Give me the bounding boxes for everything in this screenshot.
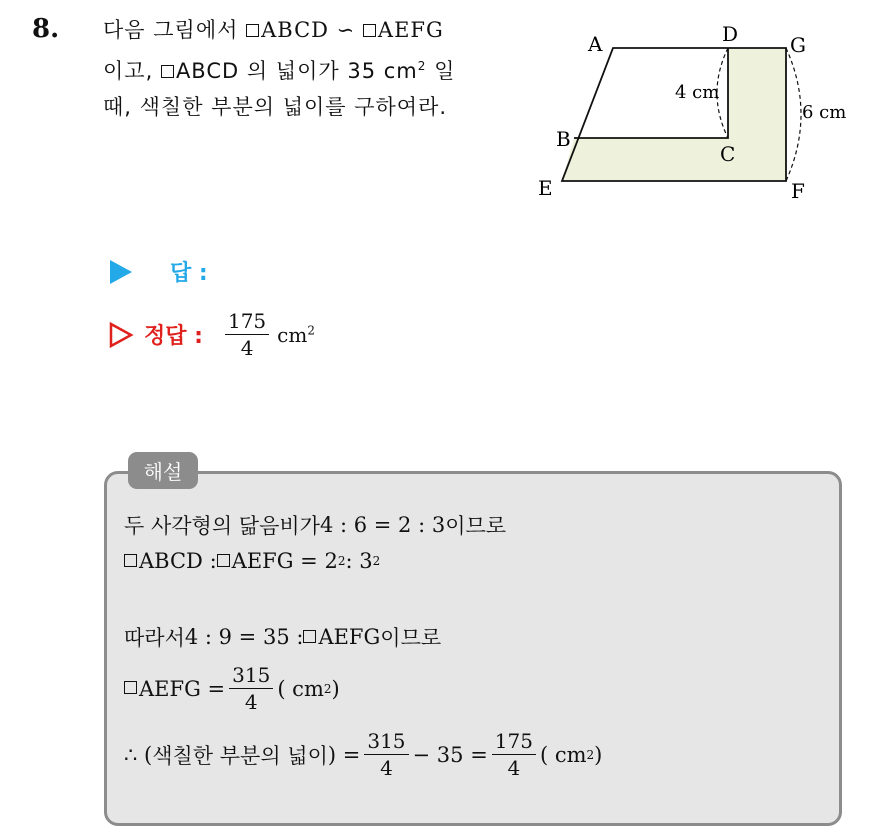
square-symbol-icon bbox=[303, 630, 316, 643]
abcd-similar: ABCD ∽ bbox=[261, 18, 363, 42]
answer-numerator: 175 bbox=[225, 310, 269, 335]
ratio-expression: 4 : 6 = 2 : 3 bbox=[319, 513, 446, 537]
area-unit-exponent: 2 bbox=[417, 59, 427, 73]
unit-exponent: 2 bbox=[586, 747, 595, 762]
area-statement: ABCD 의 넓이가 35 cm bbox=[175, 59, 418, 83]
dimension-6cm: 6 cm bbox=[802, 102, 847, 123]
correct-answer-label: 정답 : bbox=[144, 324, 203, 349]
vertex-b: B bbox=[556, 127, 571, 151]
shaded-region bbox=[562, 48, 786, 181]
answer-blank-row bbox=[108, 256, 208, 287]
square-symbol-icon bbox=[217, 554, 230, 567]
fraction-numerator: 315 bbox=[229, 664, 273, 689]
vertex-e: E bbox=[538, 176, 553, 200]
question-line-2-end: 일 bbox=[426, 59, 456, 83]
vertex-a: A bbox=[588, 32, 603, 56]
question-line-2 bbox=[103, 48, 523, 89]
question-line-1-text: 다음 그림에서 bbox=[103, 18, 247, 42]
aefg-label: AEFG bbox=[377, 18, 444, 42]
question-line-2-text: 이고, bbox=[103, 59, 161, 83]
equals-sign: ) = bbox=[327, 742, 361, 767]
therefore-symbol: ∴ ( bbox=[124, 742, 153, 767]
solution-line-4 bbox=[124, 664, 340, 713]
fraction-numerator: 315 bbox=[364, 730, 408, 755]
ratio-second: : 3 bbox=[345, 549, 373, 573]
unit-open: ( cm bbox=[277, 676, 324, 701]
dim-arc-6cm bbox=[786, 48, 801, 181]
question-text bbox=[103, 12, 523, 125]
vertex-d: D bbox=[722, 22, 739, 46]
vertex-f: F bbox=[791, 179, 805, 203]
solution-line-2 bbox=[124, 549, 380, 573]
solution-line-3 bbox=[124, 622, 441, 652]
aefg-area-fraction bbox=[229, 664, 273, 713]
square-symbol-icon bbox=[246, 24, 259, 37]
solution-line-3-text: 따라서 bbox=[124, 626, 185, 650]
correct-answer-row bbox=[108, 310, 315, 359]
unit-open: ( cm bbox=[539, 742, 587, 767]
unit-exponent: 2 bbox=[323, 681, 332, 696]
answer-unit-exponent: 2 bbox=[307, 322, 315, 337]
solution-line-1-text: 두 사각형의 닮음비가 bbox=[124, 514, 320, 538]
solution-line-1-end: 이므로 bbox=[445, 514, 507, 538]
question-line-1 bbox=[103, 12, 523, 48]
shaded-area-text: 색칠한 부분의 넓이 bbox=[152, 743, 328, 768]
square-symbol-icon bbox=[124, 554, 137, 567]
fraction-denominator: 4 bbox=[380, 756, 393, 780]
question-line-3: 때, 색칠한 부분의 넓이를 구하여라. bbox=[103, 95, 448, 119]
unit-close: ) bbox=[594, 742, 603, 767]
solution-tag: 해설 bbox=[128, 452, 198, 489]
unit-close: ) bbox=[331, 676, 340, 701]
fraction-175-over-4 bbox=[492, 730, 536, 779]
solution-line-5 bbox=[124, 730, 602, 779]
fraction-denominator: 4 bbox=[244, 690, 258, 714]
exponent-1: 2 bbox=[337, 554, 346, 568]
answer-unit bbox=[277, 323, 315, 347]
solution-line-3-end: 이므로 bbox=[380, 626, 442, 650]
vertex-g: G bbox=[790, 33, 806, 57]
exponent-2: 2 bbox=[372, 554, 381, 568]
square-symbol-icon bbox=[363, 24, 376, 37]
fraction-numerator: 175 bbox=[492, 730, 536, 755]
answer-unit-text: cm bbox=[277, 322, 308, 347]
question-number: 8. bbox=[32, 14, 60, 44]
solution-line-1 bbox=[124, 510, 506, 540]
play-arrow-icon bbox=[108, 258, 134, 286]
abcd-ratio-part: ABCD : bbox=[139, 549, 217, 573]
minus-expression: − 35 = bbox=[412, 742, 488, 767]
square-symbol-icon bbox=[124, 681, 137, 694]
outline-arrow-icon bbox=[108, 321, 134, 349]
answer-denominator: 4 bbox=[240, 336, 254, 360]
answer-label: 답 : bbox=[170, 261, 208, 286]
dimension-4cm: 4 cm bbox=[675, 82, 720, 103]
fraction-denominator: 4 bbox=[507, 756, 521, 780]
answer-fraction bbox=[225, 310, 269, 359]
vertex-c: C bbox=[720, 142, 736, 166]
aefg-ratio-part: AEFG = 2 bbox=[231, 549, 338, 573]
square-symbol-icon bbox=[161, 65, 174, 78]
aefg-equals: AEFG = bbox=[139, 676, 226, 701]
similar-quadrilateral-figure bbox=[530, 18, 860, 208]
aefg-label: AEFG bbox=[318, 625, 381, 649]
fraction-315-over-4 bbox=[364, 730, 408, 779]
proportion-expression: 4 : 9 = 35 : bbox=[184, 625, 304, 649]
